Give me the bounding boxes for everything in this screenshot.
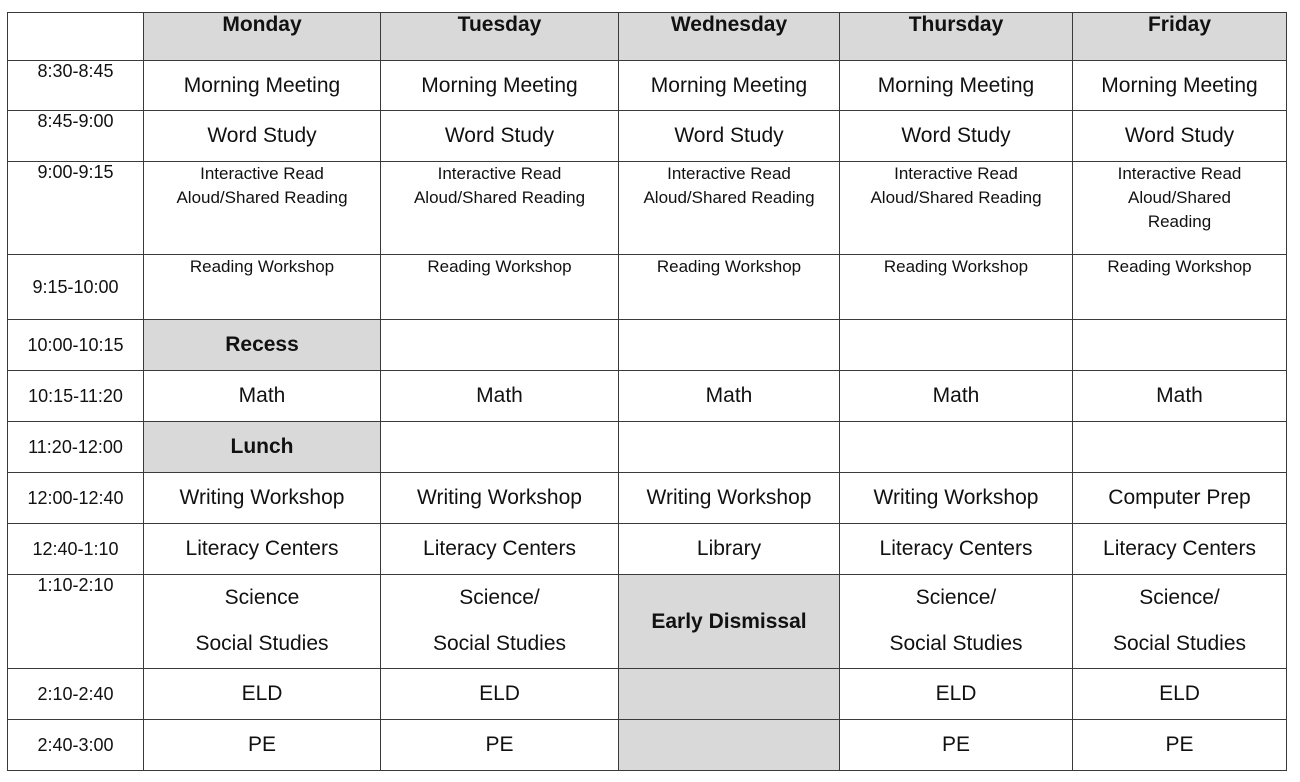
schedule-cell (840, 575, 1073, 669)
schedule-cell (381, 320, 619, 371)
schedule-cell: Math (381, 371, 619, 422)
schedule-cell (619, 422, 840, 473)
schedule-cell: Literacy Centers (381, 524, 619, 575)
schedule-cell (619, 720, 840, 771)
schedule-cell (619, 162, 840, 255)
schedule-cell: Morning Meeting (840, 61, 1073, 111)
schedule-cell: Literacy Centers (1073, 524, 1287, 575)
schedule-cell (144, 162, 381, 255)
cell-line: Interactive Read (200, 164, 324, 183)
cell-line: Interactive Read (437, 164, 562, 183)
table-row (8, 524, 1287, 575)
schedule-cell: Word Study (619, 111, 840, 162)
schedule-cell: Writing Workshop (381, 473, 619, 524)
time-slot: 12:00-12:40 (8, 473, 144, 524)
schedule-cell (840, 422, 1073, 473)
schedule-cell: Morning Meeting (619, 61, 840, 111)
header-monday: Monday (144, 13, 381, 61)
schedule-cell: Literacy Centers (840, 524, 1073, 575)
cell-line: Reading (1147, 212, 1212, 231)
cell-line: Aloud/Shared Reading (870, 188, 1042, 207)
schedule-cell (1073, 422, 1287, 473)
schedule-cell: Word Study (1073, 111, 1287, 162)
schedule-cell (1073, 162, 1287, 255)
cell-line: Aloud/Shared Reading (643, 188, 815, 207)
cell-line: Aloud/Shared Reading (176, 188, 348, 207)
schedule-cell: Computer Prep (1073, 473, 1287, 524)
header-tuesday: Tuesday (381, 13, 619, 61)
cell-line: Social Studies (195, 632, 329, 655)
time-slot: 8:45-9:00 (8, 111, 144, 162)
header-row (8, 13, 1287, 61)
cell-line: Interactive Read (667, 164, 791, 183)
schedule-cell (381, 575, 619, 669)
table-row (8, 320, 1287, 371)
schedule-cell: Morning Meeting (381, 61, 619, 111)
table-row (8, 61, 1287, 111)
time-slot: 9:15-10:00 (8, 255, 144, 320)
schedule-cell (840, 320, 1073, 371)
schedule-cell (381, 422, 619, 473)
header-wednesday: Wednesday (619, 13, 840, 61)
header-thursday: Thursday (840, 13, 1073, 61)
schedule-cell: Reading Workshop (1073, 255, 1287, 320)
time-slot: 8:30-8:45 (8, 61, 144, 111)
early-dismissal-cell: Early Dismissal (619, 575, 840, 669)
time-slot: 11:20-12:00 (8, 422, 144, 473)
table-row (8, 162, 1287, 255)
time-slot: 1:10-2:10 (8, 575, 144, 669)
schedule-cell: Reading Workshop (840, 255, 1073, 320)
schedule-cell: PE (144, 720, 381, 771)
recess-cell: Recess (144, 320, 381, 371)
cell-line: Interactive Read (1117, 164, 1242, 183)
schedule-cell (840, 162, 1073, 255)
cell-line: Interactive Read (894, 164, 1018, 183)
schedule-cell: PE (1073, 720, 1287, 771)
schedule-cell: Word Study (144, 111, 381, 162)
schedule-cell: Morning Meeting (1073, 61, 1287, 111)
schedule-cell: Math (144, 371, 381, 422)
schedule-cell: Math (619, 371, 840, 422)
schedule-cell: Writing Workshop (144, 473, 381, 524)
schedule-cell: Literacy Centers (144, 524, 381, 575)
table-row (8, 111, 1287, 162)
schedule-cell: Writing Workshop (840, 473, 1073, 524)
weekly-schedule-table (7, 12, 1287, 771)
schedule-cell: Reading Workshop (381, 255, 619, 320)
schedule-cell (619, 669, 840, 720)
cell-line: Social Studies (432, 632, 567, 655)
schedule-cell: Math (840, 371, 1073, 422)
table-row (8, 371, 1287, 422)
cell-line: Science (224, 586, 300, 609)
cell-line: Aloud/Shared (1127, 188, 1232, 207)
time-slot: 12:40-1:10 (8, 524, 144, 575)
schedule-cell (1073, 575, 1287, 669)
schedule-cell: PE (840, 720, 1073, 771)
schedule-cell: Morning Meeting (144, 61, 381, 111)
schedule-cell (381, 162, 619, 255)
schedule-cell: Writing Workshop (619, 473, 840, 524)
time-slot: 9:00-9:15 (8, 162, 144, 255)
cell-line: Social Studies (889, 632, 1023, 655)
table-row (8, 473, 1287, 524)
table-row (8, 255, 1287, 320)
schedule-cell: Reading Workshop (619, 255, 840, 320)
schedule-cell: Word Study (381, 111, 619, 162)
corner-cell (8, 13, 144, 61)
table-row (8, 575, 1287, 669)
cell-line: Social Studies (1112, 632, 1247, 655)
cell-line: Aloud/Shared Reading (413, 188, 586, 207)
schedule-cell: ELD (1073, 669, 1287, 720)
schedule-cell: ELD (840, 669, 1073, 720)
cell-line: Science/ (915, 586, 997, 609)
schedule-cell: PE (381, 720, 619, 771)
schedule-cell: Reading Workshop (144, 255, 381, 320)
schedule-cell: Word Study (840, 111, 1073, 162)
schedule-cell (144, 575, 381, 669)
schedule-cell: ELD (144, 669, 381, 720)
time-slot: 10:00-10:15 (8, 320, 144, 371)
time-slot: 2:40-3:00 (8, 720, 144, 771)
time-slot: 10:15-11:20 (8, 371, 144, 422)
schedule-cell: Math (1073, 371, 1287, 422)
cell-line: Science/ (459, 586, 540, 609)
header-friday: Friday (1073, 13, 1287, 61)
schedule-cell (619, 320, 840, 371)
cell-line: Science/ (1139, 586, 1220, 609)
table-row (8, 720, 1287, 771)
table-row (8, 669, 1287, 720)
time-slot: 2:10-2:40 (8, 669, 144, 720)
schedule-cell: ELD (381, 669, 619, 720)
schedule-cell: Library (619, 524, 840, 575)
lunch-cell: Lunch (144, 422, 381, 473)
schedule-cell (1073, 320, 1287, 371)
table-row (8, 422, 1287, 473)
